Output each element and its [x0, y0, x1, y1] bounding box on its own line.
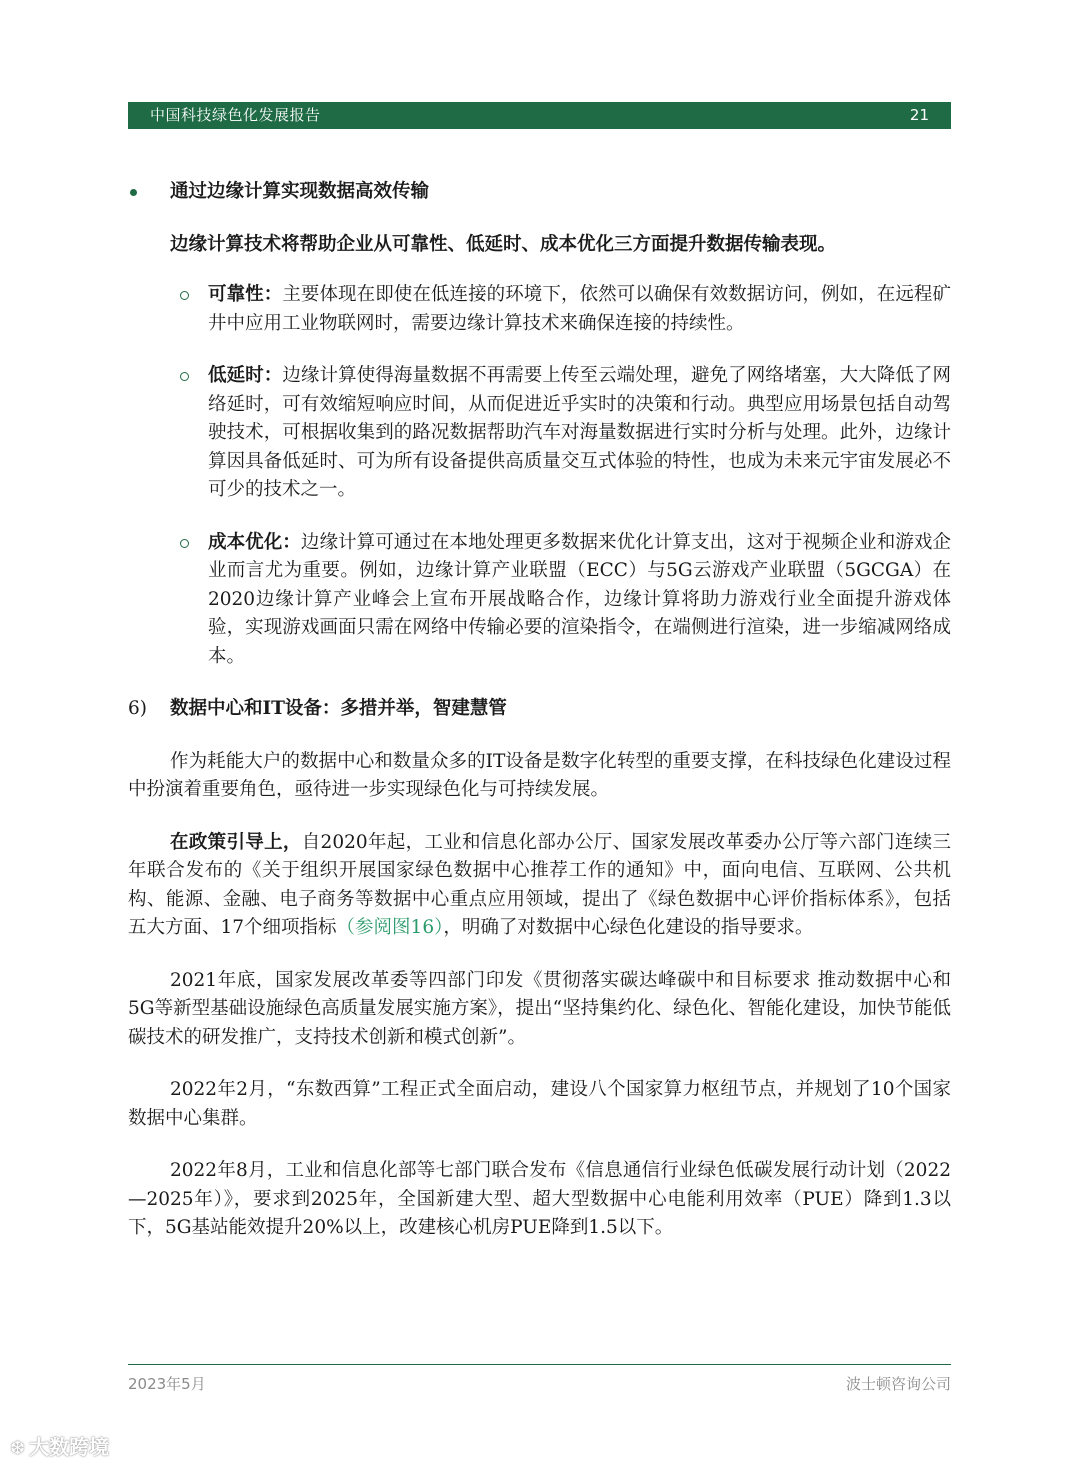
footer-company: 波士顿咨询公司: [845, 1375, 951, 1393]
paragraph-policy: [128, 829, 951, 943]
sub-item-label: 低延时：: [208, 365, 283, 386]
section-title: 数据中心和IT设备：多措并举，智建慧管: [170, 698, 507, 719]
watermark: [10, 1431, 109, 1460]
paragraph-2021: 2021年底，国家发展改革委等四部门印发《贯彻落实碳达峰碳中和目标要求 推动数据中心和5G等新型基础设施绿色高质量发展实施方案》，提出“坚持集约化、绿色化、智能化建设，加快节能低碳技术的研发推广，支持技术创新和模式创新”。: [128, 969, 951, 1048]
sub-item-text: 边缘计算可通过在本地处理更多数据来优化计算支出，这对于视频企业和游戏企业而言尤为重要。例如，边缘计算产业联盟（ECC）与5G云游戏产业联盟（5GCGA）在2020边缘计算产业峰会上宣布开展战略合作，边缘计算将助力游戏行业全面提升游戏体验，实现游戏画面只需在网络中传输必要的渲染指令，在端侧进行渲染，进一步缩减网络成本。: [208, 531, 951, 667]
paragraph-2022-aug: 2022年8月，工业和信息化部等七部门联合发布《信息通信行业绿色低碳发展行动计划（2022—2025年）》，要求到2025年，全国新建大型、超大型数据中心电能利用效率（PUE）降到1.3以下，5G基站能效提升20%以上，改建核心机房PUE降到1.5以下。: [128, 1160, 951, 1238]
policy-lead: 在政策引导上，: [170, 831, 302, 853]
sub-item-reliability: [128, 281, 951, 338]
policy-text: 自2020年起，工业和信息化部办公厅、国家发展改革委办公厅等六部门连续三年联合发布的《关于组织开展国家绿色数据中心推荐工作的通知》中，面向电信、互联网、公共机构、能源、金融、电子商务等数据中心重点应用领域，提出了《绿色数据中心评价指标体系》，包括五大方面、17个细项指标: [128, 831, 951, 938]
report-title: 中国科技绿色化发展报告: [150, 106, 321, 124]
section-heading: [128, 695, 951, 724]
paragraph-intro: 作为耗能大户的数据中心和数量众多的IT设备是数字化转型的重要支撑，在科技绿色化建设过程中扮演着重要角色，亟待进一步实现绿色化与可持续发展。: [128, 750, 951, 800]
bullet-title: 通过边缘计算实现数据高效传输: [170, 181, 430, 202]
bullet-dot-icon: [130, 189, 137, 196]
figure-reference-link[interactable]: （参阅图16）: [336, 917, 444, 938]
sub-item-latency: [128, 362, 951, 505]
hollow-circle-icon: [180, 539, 189, 548]
policy-text-end: ，明确了对数据中心绿色化建设的指导要求。: [443, 917, 814, 938]
sub-item-text: 边缘计算使得海量数据不再需要上传至云端处理，避免了网络堵塞，大大降低了网络延时，可有效缩短响应时间，从而促进近乎实时的决策和行动。典型应用场景包括自动驾驶技术，可根据收集到的路况数据帮助汽车对海量数据进行实时分析与处理。此外，边缘计算因具备低延时、可为所有设备提供高质量交互式体验的特性，也成为未来元宇宙发展必不可少的技术之一。: [208, 365, 951, 500]
bullet-lead: 边缘计算技术将帮助企业从可靠性、低延时、成本优化三方面提升数据传输表现。: [170, 233, 837, 255]
header-bar: [128, 102, 951, 129]
sub-item-label: 可靠性：: [208, 284, 283, 305]
watermark-text: 大数跨境: [29, 1435, 110, 1459]
footer-divider: [128, 1364, 951, 1365]
watermark-logo-icon: ❆: [10, 1438, 26, 1459]
hollow-circle-icon: [180, 291, 189, 300]
sub-item-label: 成本优化：: [208, 531, 301, 553]
section-number: 6): [128, 698, 147, 719]
footer-date: 2023年5月: [128, 1375, 206, 1393]
bullet-heading: [128, 178, 951, 207]
main-content: [128, 178, 951, 1267]
sub-item-text: 主要体现在即使在低连接的环境下，依然可以确保有效数据访问，例如，在远程矿井中应用工业物联网时，需要边缘计算技术来确保连接的持续性。: [208, 284, 951, 334]
sub-item-cost: [128, 529, 951, 672]
paragraph-2022-feb: 2022年2月，“东数西算”工程正式全面启动，建设八个国家算力枢纽节点，并规划了10个国家数据中心集群。: [128, 1079, 951, 1129]
hollow-circle-icon: [180, 372, 189, 381]
page-number: 21: [909, 106, 929, 124]
